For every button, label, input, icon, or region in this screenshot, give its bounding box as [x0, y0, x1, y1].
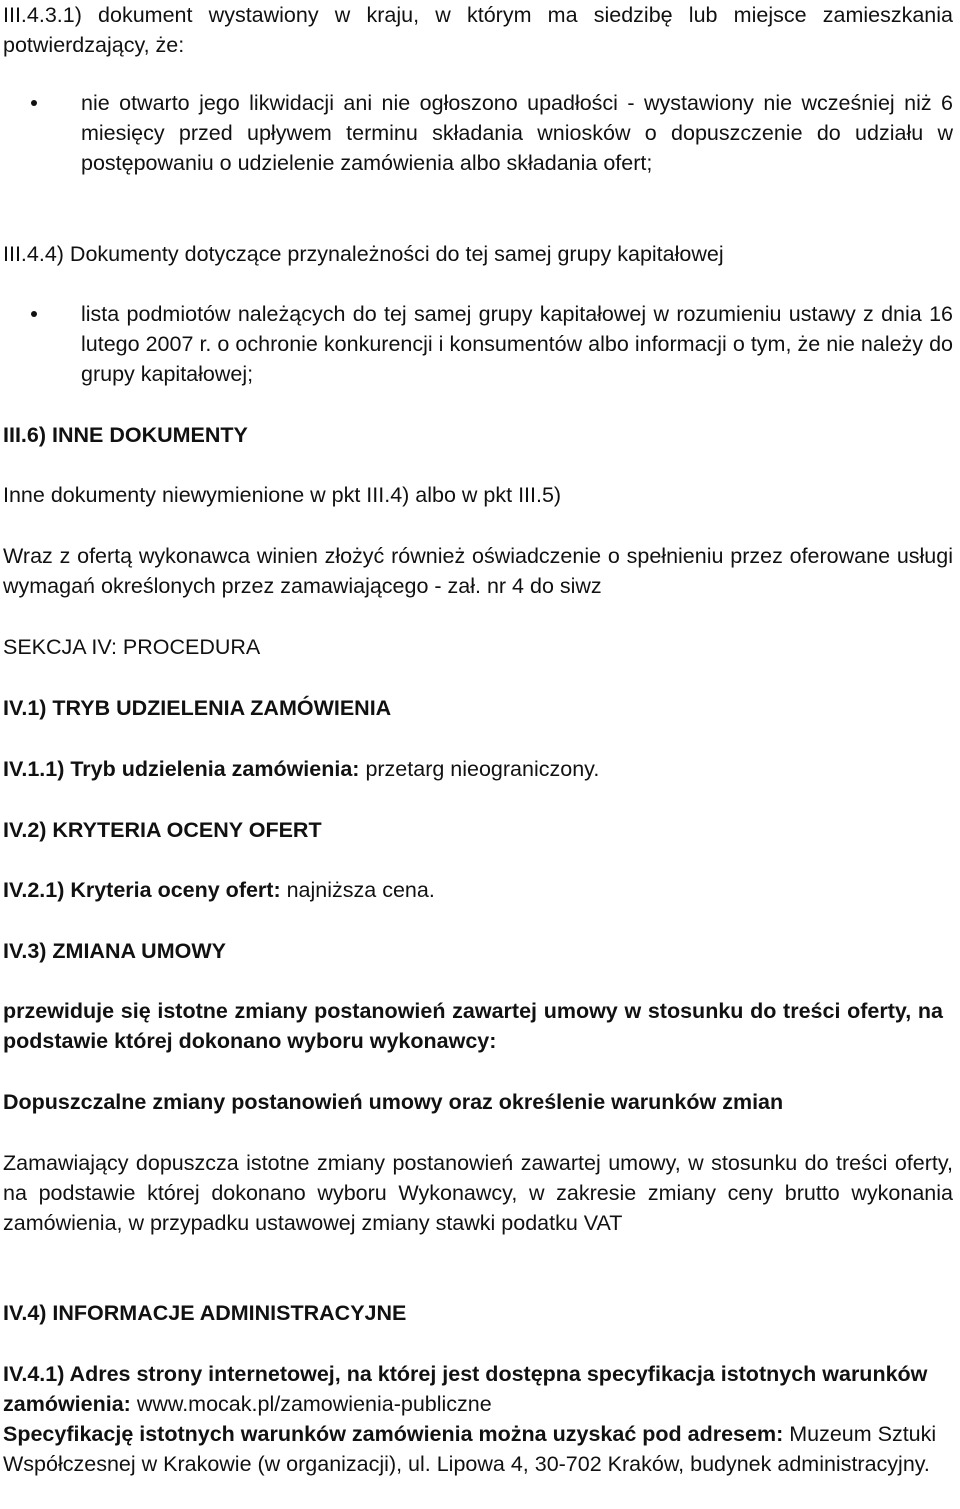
offer-statement-text: Wraz z ofertą wykonawca winien złożyć również oświadczenie o spełnieniu przez oferowane usługi wymagań określonych przez zamawiającego - zał. nr 4 do siwz: [3, 544, 953, 598]
heading-iv-3: IV.3) ZMIANA UMOWY: [3, 939, 226, 963]
iv-1-1-value: przetarg nieograniczony.: [359, 757, 600, 781]
heading-iv-4: IV.4) INFORMACJE ADMINISTRACYJNE: [3, 1301, 407, 1325]
bullet-list-2: [3, 299, 953, 389]
heading-iv-2: IV.2) KRYTERIA OCENY OFERT: [3, 818, 322, 842]
other-documents-text: Inne dokumenty niewymienione w pkt III.4) albo w pkt III.5): [3, 483, 562, 507]
iv-4-1-label: IV.4.1) Adres strony internetowej, na której jest dostępna specyfikacja istotnych warunków zamówienia:: [3, 1362, 928, 1416]
iv-3-text: Zamawiający dopuszcza istotne zmiany postanowień zawartej umowy, w stosunku do treści oferty, na podstawie której dokonano wyboru Wykonawcy, w zakresie zmiany ceny brutto wykonania zamówienia, w przypadku ustawowej zmiany stawki podatku VAT: [3, 1151, 953, 1235]
iv-1-1-line: [3, 754, 599, 784]
section-iv-heading: SEKCJA IV: PROCEDURA: [3, 635, 261, 659]
iv-4-1-paragraph: [3, 1359, 953, 1479]
list-item: lista podmiotów należących do tej samej grupy kapitałowej w rozumieniu ustawy z dnia 16 lutego 2007 r. o ochronie konkurencji i konsumentów albo informacji o tym, że nie należy do grupy kapitałowej;: [81, 299, 953, 389]
iv-4-1-spec-address: Muzeum Sztuki Współczesnej w Krakowie (w organizacji), ul. Lipowa 4, 30-702 Kraków, budynek administracyjny.: [3, 1422, 937, 1476]
section-iii-4-3-1: III.4.3.1) dokument wystawiony w kraju, w którym ma siedzibę lub miejsce zamieszkania potwierdzający, że:: [3, 3, 953, 57]
iv-2-1-label: IV.2.1) Kryteria oceny ofert:: [3, 878, 281, 902]
list-item: nie otwarto jego likwidacji ani nie ogłoszono upadłości - wystawiony nie wcześniej niż 6 miesięcy przed upływem terminu składania wniosków o dopuszczenie do udziału w postępowaniu o udzielenie zamówienia albo składania ofert;: [81, 88, 953, 178]
heading-iv-1: IV.1) TRYB UDZIELENIA ZAMÓWIENIA: [3, 696, 392, 720]
iv-2-1-line: [3, 875, 435, 905]
iv-3-subheading: Dopuszczalne zmiany postanowień umowy oraz określenie warunków zmian: [3, 1090, 784, 1114]
iv-2-1-value: najniższa cena.: [280, 878, 435, 902]
iv-3-statement: przewiduje się istotne zmiany postanowień zawartej umowy w stosunku do treści oferty, na podstawie której dokonano wyboru wykonawcy:: [3, 999, 943, 1053]
section-iii-4-4: III.4.4) Dokumenty dotyczące przynależności do tej samej grupy kapitałowej: [3, 242, 724, 266]
iv-4-1-spec-label: Specyfikację istotnych warunków zamówienia można uzyskać pod adresem:: [3, 1422, 784, 1446]
bullet-list-1: [3, 88, 953, 178]
iv-4-1-url: www.mocak.pl/zamowienia-publiczne: [130, 1392, 492, 1416]
iv-1-1-label: IV.1.1) Tryb udzielenia zamówienia:: [3, 757, 360, 781]
heading-iii-6: III.6) INNE DOKUMENTY: [3, 423, 248, 447]
